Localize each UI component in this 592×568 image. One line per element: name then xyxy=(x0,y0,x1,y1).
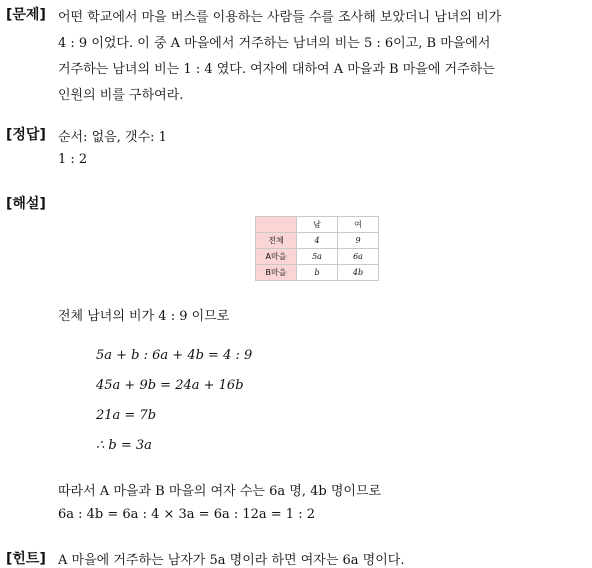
table-cell: 9 xyxy=(338,233,379,249)
equation-2: 45a + 9b = 24a + 16b xyxy=(96,378,244,393)
table-cell: 전체 xyxy=(256,233,297,249)
explanation-final: 6a : 4b = 6a : 4 × 3a = 6a : 12a = 1 : 2 xyxy=(58,507,315,522)
table-cell: 6a xyxy=(338,249,379,265)
problem-line-2: 4 : 9 이었다. 이 중 A 마을에서 거주하는 남녀의 비는 5 : 6이고, B 마을에서 xyxy=(58,36,491,51)
table-row xyxy=(256,265,379,281)
explanation-intro: 전체 남녀의 비가 4 : 9 이므로 xyxy=(58,309,230,324)
table-cell: B마을 xyxy=(256,265,297,281)
answer-value: 1 : 2 xyxy=(58,152,88,167)
table-cell: 5a xyxy=(297,249,338,265)
table-cell: 4b xyxy=(338,265,379,281)
problem-line-1: 어떤 학교에서 마을 버스를 이용하는 사람들 수를 조사해 보았더니 남녀의 비가 xyxy=(58,10,502,25)
table-cell: A마을 xyxy=(256,249,297,265)
table-header-row xyxy=(256,217,379,233)
equation-3: 21a = 7b xyxy=(96,408,157,423)
table-cell: 여 xyxy=(338,217,379,233)
table-cell: 남 xyxy=(297,217,338,233)
answer-label: [정답] xyxy=(6,127,46,143)
table-cell: b xyxy=(297,265,338,281)
hint-text: A 마을에 거주하는 남자가 5a 명이라 하면 여자는 6a 명이다. xyxy=(58,553,405,568)
explanation-conclusion: 따라서 A 마을과 B 마을의 여자 수는 6a 명, 4b 명이므로 xyxy=(58,484,382,499)
ratio-table xyxy=(255,216,379,281)
problem-line-3: 거주하는 남녀의 비는 1 : 4 였다. 여자에 대하여 A 마을과 B 마을에 거주하는 xyxy=(58,62,495,77)
equation-4: ∴ b = 3a xyxy=(96,438,152,453)
hint-label: [힌트] xyxy=(6,551,46,567)
table-row xyxy=(256,249,379,265)
answer-meta: 순서: 없음, 갯수: 1 xyxy=(58,130,167,145)
explanation-label: [해설] xyxy=(6,196,46,212)
table-row xyxy=(256,233,379,249)
table-cell xyxy=(256,217,297,233)
problem-label: [문제] xyxy=(6,7,46,23)
equation-1: 5a + b : 6a + 4b = 4 : 9 xyxy=(96,348,253,363)
problem-line-4: 인원의 비를 구하여라. xyxy=(58,88,184,103)
table-cell: 4 xyxy=(297,233,338,249)
